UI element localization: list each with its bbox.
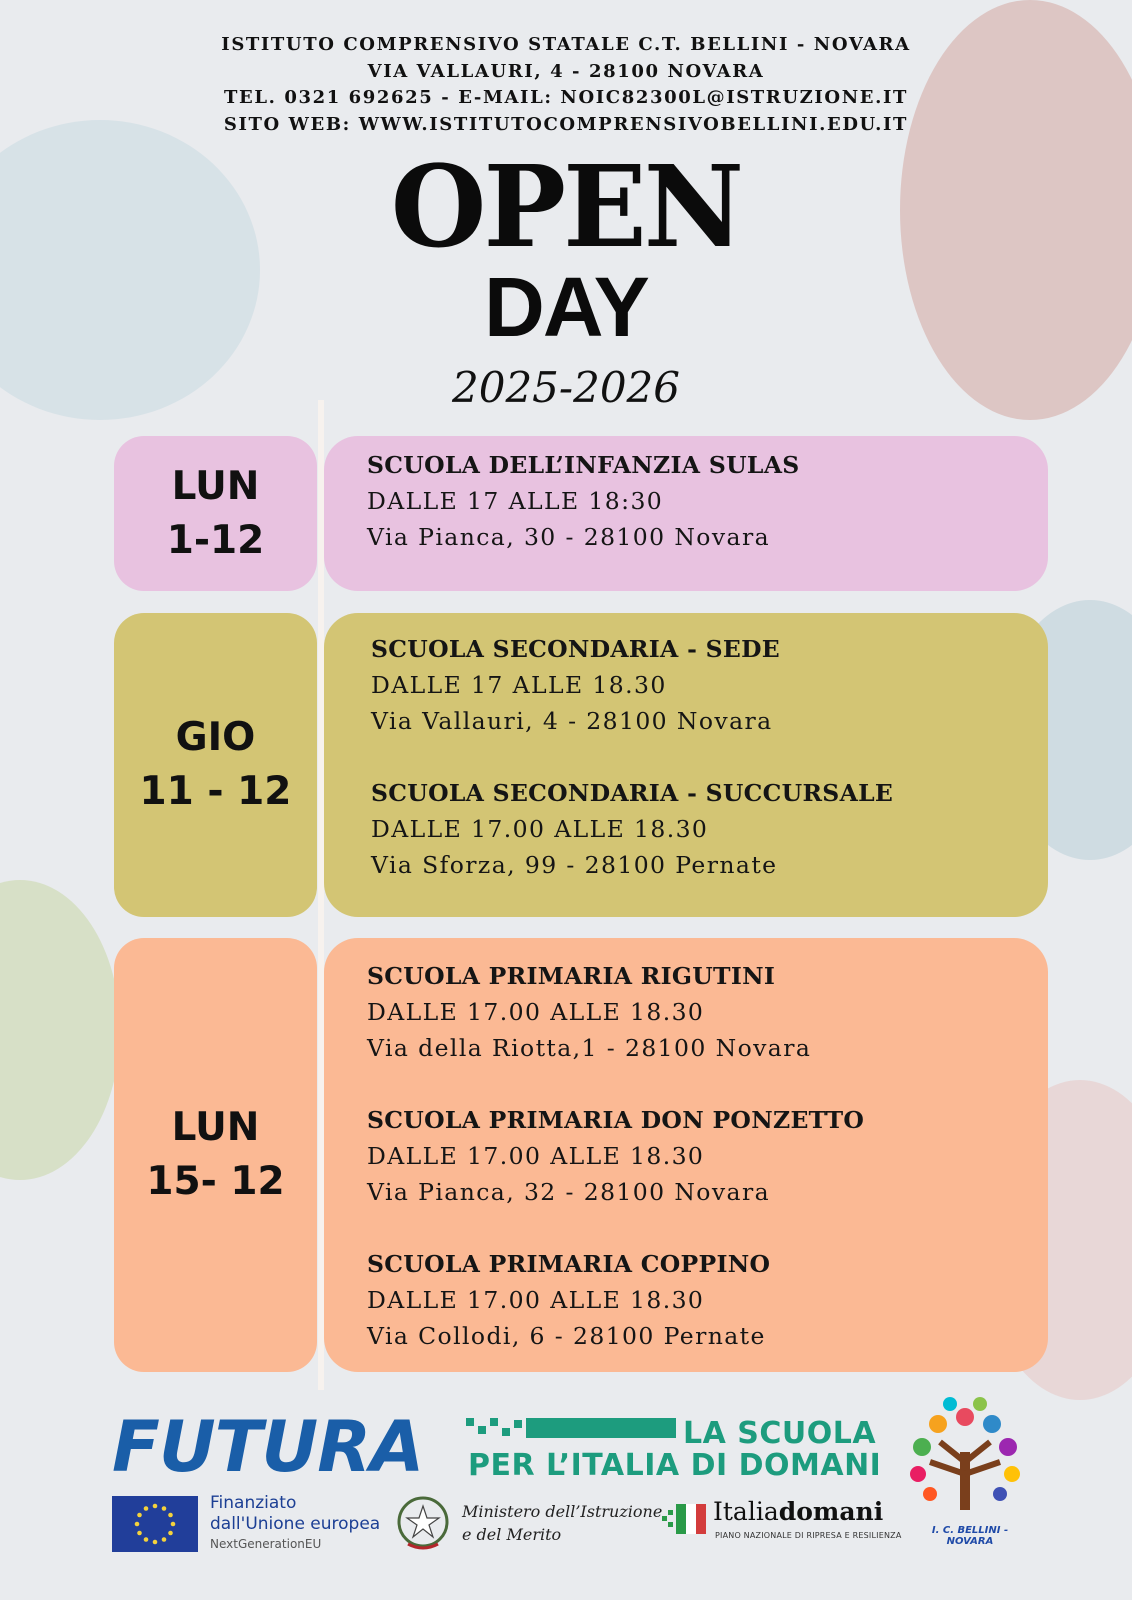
school-name: SCUOLA PRIMARIA COPPINO: [367, 1250, 771, 1278]
school-info-box: [324, 436, 1048, 591]
eu-flag-icon: [112, 1496, 198, 1552]
school-name: SCUOLA PRIMARIA DON PONZETTO: [367, 1106, 865, 1134]
day-label: LUN: [171, 1105, 260, 1150]
ministero-text: [462, 1500, 662, 1546]
tree-hands-logo: [900, 1392, 1030, 1522]
ministero-line: e del Merito: [462, 1525, 562, 1544]
school-hours: DALLE 17.00 ALLE 18.30: [367, 998, 705, 1026]
school-entry: [367, 958, 1048, 1066]
school-address: Via Pianca, 30 - 28100 Novara: [367, 523, 770, 551]
school-address: Via Vallauri, 4 - 28100 Novara: [371, 707, 773, 735]
school-address: Via Pianca, 32 - 28100 Novara: [367, 1178, 770, 1206]
school-hours: DALLE 17.00 ALLE 18.30: [367, 1142, 705, 1170]
school-name: SCUOLA SECONDARIA - SEDE: [371, 635, 780, 663]
la-scuola-text: [468, 1450, 881, 1482]
ministero-line: Ministero dell’Istruzione: [462, 1502, 663, 1521]
day-label: LUN: [171, 463, 260, 509]
school-info-box: [324, 613, 1048, 917]
school-hours: DALLE 17.00 ALLE 18.30: [367, 1286, 705, 1314]
futura-logo: FUTURA: [112, 1406, 424, 1488]
school-entry: [367, 1246, 1048, 1354]
eu-line: NextGenerationEU: [210, 1537, 322, 1551]
date-label: 15- 12: [146, 1159, 285, 1204]
italia-text-a: Italia: [713, 1497, 779, 1526]
la-scuola-line: LA SCUOLA: [683, 1416, 877, 1451]
background-decoration: [0, 880, 120, 1180]
pixel-bar-icon: [466, 1418, 676, 1440]
school-entry: [371, 631, 1048, 739]
la-scuola-line: PER L’ITALIA DI DOMANI: [468, 1448, 882, 1483]
header-line: ISTITUTO COMPRENSIVO STATALE C.T. BELLINI - NOVARA: [221, 34, 911, 55]
italia-domani-subtitle: PIANO NAZIONALE DI RIPRESA E RESILIENZA: [715, 1531, 902, 1540]
day-box: [114, 613, 317, 917]
italia-text-b: domani: [778, 1497, 884, 1526]
header-line: SITO WEB: WWW.ISTITUTOCOMPRENSIVOBELLINI.EDU.IT: [223, 113, 909, 135]
date-label: 1-12: [166, 517, 265, 563]
school-hours: DALLE 17 ALLE 18.30: [371, 671, 667, 699]
republic-emblem-icon: [396, 1494, 450, 1552]
school-hours: DALLE 17 ALLE 18:30: [367, 487, 664, 515]
italia-flag-icon: [658, 1502, 706, 1538]
day-box: [114, 938, 317, 1372]
school-address: Via della Riotta,1 - 28100 Novara: [367, 1034, 812, 1062]
header-line: TEL. 0321 692625 - E-MAIL: NOIC82300L@ISTRUZIONE.IT: [224, 87, 908, 108]
header-line: VIA VALLAURI, 4 - 28100 NOVARA: [367, 60, 765, 82]
school-entry: [371, 775, 1048, 883]
day-label: GIO: [175, 715, 256, 760]
title-day: DAY: [484, 260, 648, 354]
school-address: Via Sforza, 99 - 28100 Pernate: [371, 851, 778, 879]
day-box: [114, 436, 317, 591]
school-name: SCUOLA SECONDARIA - SUCCURSALE: [371, 779, 894, 807]
eu-line: dall'Unione europea: [210, 1514, 381, 1534]
school-info-box: [324, 938, 1048, 1372]
italia-domani-logo: [713, 1497, 883, 1526]
title-year: 2025-2026: [452, 363, 680, 412]
title-open: OPEN: [390, 142, 742, 273]
school-header: [0, 32, 1132, 138]
eu-funding-text: [210, 1493, 380, 1553]
school-name: SCUOLA DELL’INFANZIA SULAS: [367, 451, 800, 479]
school-hours: DALLE 17.00 ALLE 18.30: [371, 815, 709, 843]
school-entry: [367, 447, 1048, 555]
date-label: 11 - 12: [139, 769, 292, 814]
icb-label: I. C. BELLINI - NOVARA: [931, 1525, 1009, 1547]
eu-line: Finanziato: [210, 1493, 297, 1513]
school-address: Via Collodi, 6 - 28100 Pernate: [367, 1322, 766, 1350]
la-scuola-text: [683, 1418, 876, 1450]
school-name: SCUOLA PRIMARIA RIGUTINI: [367, 962, 776, 990]
school-entry: [367, 1102, 1048, 1210]
